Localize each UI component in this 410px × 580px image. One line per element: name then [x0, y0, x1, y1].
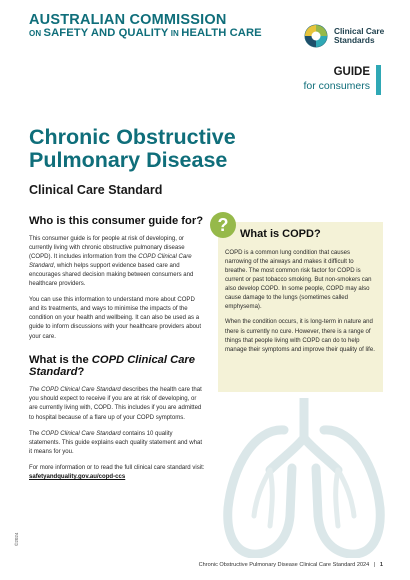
left-column	[29, 215, 205, 482]
side-code: ©2024	[14, 532, 19, 546]
org-on: ON	[29, 29, 44, 39]
copd-paragraph2: When the condition occurs, it is long-term in nature and there is currently no cure. However, there is a range of things that people living with COPD can do to help manage their symptoms and improve their quality of life.	[225, 319, 375, 353]
section2-paragraph2	[29, 430, 205, 457]
document-subtitle: Clinical Care Standard	[29, 183, 163, 197]
s2p1-italic: The COPD Clinical Care Standard	[29, 387, 121, 394]
section1-heading: Who is this consumer guide for?	[29, 215, 204, 227]
s2p3-text: For more information or to read the full clinical care standard visit:	[29, 464, 205, 471]
guide-label: GUIDE	[333, 66, 370, 78]
page-number: 1	[379, 562, 383, 568]
footer-text: Chronic Obstructive Pulmonary Disease Clinical Care Standard 2024	[198, 562, 370, 568]
org-safety-quality: SAFETY AND QUALITY	[43, 27, 169, 40]
section2-paragraph1	[29, 386, 205, 422]
s2p1-text: describes the health care that you should expect to receive if you are at risk of developing, or are currently living with, COPD. This includes if you are admitted to hospital because of a flare up of your COPD symptoms.	[29, 387, 202, 421]
s2p2-italic: COPD Clinical Care Standard	[41, 430, 121, 437]
organisation-name	[29, 13, 262, 40]
s1p1-text-a: This consumer guide is for people at risk of developing, or currently living with chronic obstructive pulmonary disease (COPD). It includes information from the	[29, 235, 185, 260]
ccs-logo-icon	[304, 24, 328, 48]
s1p1-text-b: , which helps support evidence based care and encourages shared decision making between consumers and healthcare providers.	[29, 263, 194, 288]
page-footer	[199, 562, 383, 568]
org-line1: AUSTRALIAN COMMISSION	[29, 12, 227, 28]
ccs-logo-line2: Standards	[334, 35, 375, 45]
s2h-text-a: What is the	[29, 353, 92, 366]
document-title	[29, 126, 369, 172]
section2-paragraph3	[29, 464, 205, 482]
ccs-logo-text	[334, 27, 384, 46]
s1p1-italic: COPD Clinical Care Standard	[29, 254, 192, 270]
lungs-illustration-icon	[214, 398, 394, 558]
s2h-italic: COPD Clinical Care Standard	[29, 353, 195, 379]
what-is-copd-heading: What is COPD?	[240, 228, 321, 240]
s2p2-text-b: contains 10 quality statements. This guide explains each quality statement and what it means for you.	[29, 430, 202, 455]
section2-heading	[29, 354, 205, 380]
guide-accent-bar	[376, 65, 381, 95]
copd-paragraph1: COPD is a common lung condition that causes narrowing of the airways and makes it difficult to breathe. The most common risk factor for COPD is current or past tobacco smoking. But non-smokers can also develop COPD. In some people, COPD may also cause damage to the lungs (sometimes called emphysema).	[225, 250, 372, 311]
guide-label-block	[303, 66, 370, 92]
section1-paragraph1	[29, 235, 205, 289]
clinical-care-standards-logo	[304, 24, 384, 48]
question-mark-icon: ?	[210, 212, 236, 238]
org-health-care: HEALTH CARE	[181, 27, 262, 40]
what-is-copd-body	[225, 249, 377, 361]
s2p2-text-a: The	[29, 430, 42, 437]
org-in: IN	[168, 29, 182, 39]
ccs-logo-line1: Clinical Care	[334, 25, 385, 36]
copd-ccs-link[interactable]: safetyandquality.gov.au/copd-ccs	[29, 473, 126, 480]
guide-sublabel: for consumers	[303, 80, 370, 92]
title-line1: Chronic Obstructive	[29, 125, 236, 149]
s2h-text-b: ?	[77, 366, 85, 379]
title-line2: Pulmonary Disease	[29, 148, 228, 173]
footer-separator: |	[373, 562, 376, 568]
section1-paragraph2: You can use this information to understand more about COPD and its treatments, and ways to minimise the impacts of the condition on your health and wellbeing. It can also be used as a guide to inform discussions with your healthcare providers about your care.	[29, 297, 202, 340]
org-line2	[29, 28, 262, 40]
